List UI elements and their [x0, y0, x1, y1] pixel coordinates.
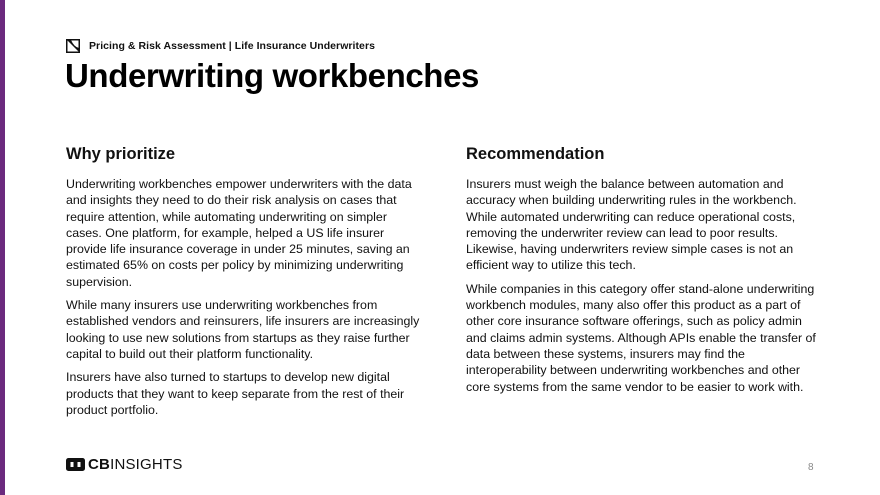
accent-bar — [0, 0, 5, 495]
paragraph: Underwriting workbenches empower underwriters with the data and insights they need to do their risk analysis on cases that require attention, while automating underwriting on simpler cases. One platform, for example, helped a US life insurer provide life insurance coverage in under 25 minutes, saving an estimated 65% on costs per policy by minimizing underwriting supervision. — [66, 177, 412, 289]
why-prioritize-section — [66, 145, 421, 425]
page-title: Underwriting workbenches — [65, 57, 479, 94]
paragraph: While many insurers use underwriting workbenches from established vendors and reinsurers, life insurers are increasingly looking to use new solutions from startups as they raise further capital to build out their platform functionality. — [66, 298, 420, 361]
logo-text: CBINSIGHTS — [88, 456, 183, 473]
cb-insights-logo — [66, 456, 183, 473]
paragraph: While companies in this category offer stand-alone underwriting workbench modules, many also offer this product as a part of other core insurance software offerings, such as policy admin and claims admin systems. Although APIs enable the transfer of data between these systems, insurers may find the interoperability between underwriting workbenches and other core systems from the same vendor to be easier to work with. — [466, 281, 816, 394]
logo-mark-icon — [66, 458, 85, 471]
breadcrumb: Pricing & Risk Assessment | Life Insurance Underwriters — [89, 40, 375, 52]
section-heading: Why prioritize — [66, 145, 176, 163]
recommendation-section — [466, 145, 824, 402]
paragraph: Insurers must weigh the balance between automation and accuracy when building underwriting rules in the workbench. While automated underwriting can reduce operational costs, removing the underwriter review can lead to poor results. Likewise, having underwriters review simple cases is not an efficient way to utilize this tech. — [466, 177, 797, 273]
document-shield-icon — [66, 39, 80, 53]
header — [66, 39, 375, 53]
page-number: 8 — [808, 462, 814, 473]
paragraph: Insurers have also turned to startups to develop new digital products that they want to keep separate from the rest of their product portfolio. — [66, 370, 405, 417]
section-heading: Recommendation — [466, 145, 605, 163]
